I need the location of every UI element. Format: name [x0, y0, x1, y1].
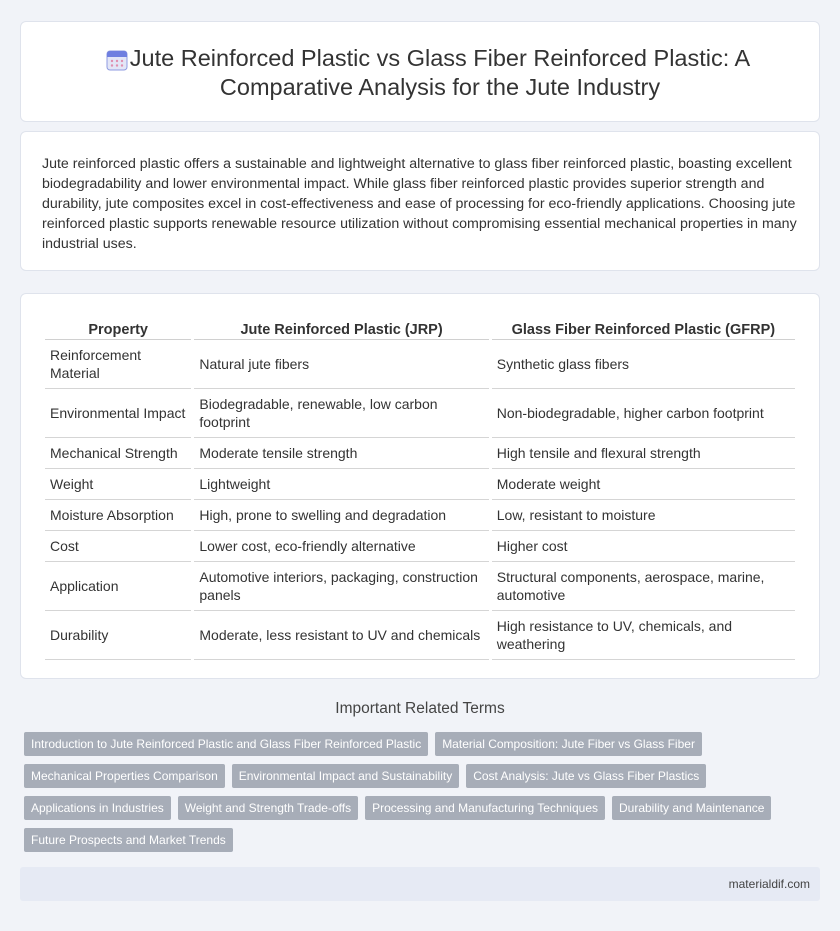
table-row [45, 611, 795, 660]
comparison-table [42, 313, 798, 660]
related-term-tag[interactable]: Future Prospects and Market Trends [24, 828, 233, 852]
property-cell: Application [45, 562, 191, 611]
related-term-tag[interactable]: Cost Analysis: Jute vs Glass Fiber Plastics [466, 764, 706, 788]
intro-card [20, 131, 820, 271]
table-row [45, 340, 795, 389]
gfrp-cell: Structural components, aerospace, marine, automotive [492, 562, 795, 611]
title-card [20, 21, 820, 122]
footer-site-link[interactable]: materialdif.com [728, 877, 810, 891]
table-row [45, 438, 795, 469]
jrp-cell: Lightweight [194, 469, 488, 500]
property-cell: Moisture Absorption [45, 500, 191, 531]
jrp-cell: Automotive interiors, packaging, construction panels [194, 562, 488, 611]
column-header: Glass Fiber Reinforced Plastic (GFRP) [492, 313, 795, 340]
property-cell: Durability [45, 611, 191, 660]
gfrp-cell: High resistance to UV, chemicals, and weathering [492, 611, 795, 660]
table-row [45, 531, 795, 562]
jrp-cell: Biodegradable, renewable, low carbon footprint [194, 389, 488, 438]
gfrp-cell: High tensile and flexural strength [492, 438, 795, 469]
related-term-tag[interactable]: Applications in Industries [24, 796, 171, 820]
table-header-row [45, 313, 795, 340]
related-term-tag[interactable]: Introduction to Jute Reinforced Plastic and Glass Fiber Reinforced Plastic [24, 732, 428, 756]
jrp-cell: Lower cost, eco-friendly alternative [194, 531, 488, 562]
property-cell: Weight [45, 469, 191, 500]
gfrp-cell: Higher cost [492, 531, 795, 562]
related-term-tag[interactable]: Weight and Strength Trade-offs [178, 796, 358, 820]
related-term-tag[interactable]: Mechanical Properties Comparison [24, 764, 225, 788]
footer-bar [20, 867, 820, 901]
property-cell: Cost [45, 531, 191, 562]
column-header: Property [45, 313, 191, 340]
related-term-tag[interactable]: Processing and Manufacturing Techniques [365, 796, 605, 820]
jrp-cell: Moderate, less resistant to UV and chemicals [194, 611, 488, 660]
related-term-tag[interactable]: Material Composition: Jute Fiber vs Glass Fiber [435, 732, 702, 756]
page-title: Jute Reinforced Plastic vs Glass Fiber Reinforced Plastic: A Comparative Analysis for the Jute Industry [129, 45, 751, 100]
table-row [45, 469, 795, 500]
gfrp-cell: Low, resistant to moisture [492, 500, 795, 531]
related-term-tag[interactable]: Environmental Impact and Sustainability [232, 764, 459, 788]
jrp-cell: Moderate tensile strength [194, 438, 488, 469]
gfrp-cell: Synthetic glass fibers [492, 340, 795, 389]
gfrp-cell: Moderate weight [492, 469, 795, 500]
intro-paragraph: Jute reinforced plastic offers a sustainable and lightweight alternative to glass fiber reinforced plastic, boasting excellent biodegradability and lower environmental impact. While glass fiber reinforced plastic provides superior strength and durability, jute composites excel in cost-effectiveness and ease of processing for eco-friendly applications. Choosing jute reinforced plastic supports renewable resource utilization without compromising essential mechanical properties in many industrial uses. [42, 156, 797, 252]
jrp-cell: Natural jute fibers [194, 340, 488, 389]
related-term-tag[interactable]: Durability and Maintenance [612, 796, 771, 820]
jrp-cell: High, prone to swelling and degradation [194, 500, 488, 531]
property-cell: Reinforcement Material [45, 340, 191, 389]
table-row [45, 389, 795, 438]
related-terms-heading: Important Related Terms [335, 700, 505, 717]
related-terms-list [24, 732, 814, 860]
property-cell: Environmental Impact [45, 389, 191, 438]
column-header: Jute Reinforced Plastic (JRP) [194, 313, 488, 340]
table-row [45, 562, 795, 611]
gfrp-cell: Non-biodegradable, higher carbon footprint [492, 389, 795, 438]
comparison-card [20, 293, 820, 679]
table-row [45, 500, 795, 531]
property-cell: Mechanical Strength [45, 438, 191, 469]
